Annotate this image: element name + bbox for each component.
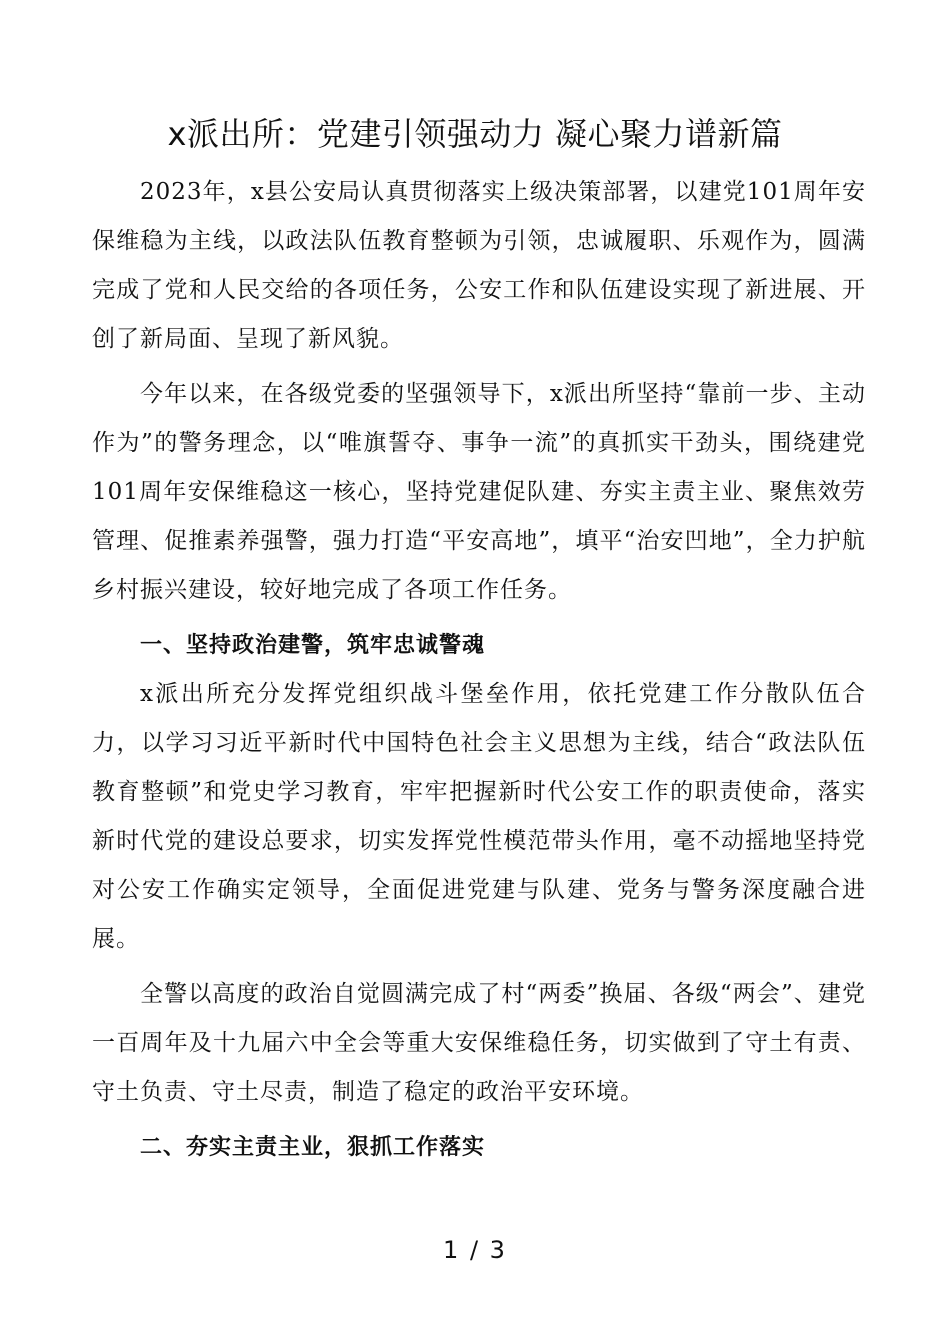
document-title: x派出所：党建引领强动力 凝心聚力谱新篇 bbox=[167, 115, 783, 153]
section-heading-1: 一、坚持政治建警，筑牢忠诚警魂 bbox=[140, 633, 486, 658]
section-heading-2: 二、夯实主责主业，狠抓工作落实 bbox=[140, 1135, 486, 1160]
paragraph-intro: 2023年，x县公安局认真贯彻落实上级决策部署，以建党101周年安保维稳为主线，以政法队伍教育整顿为引领，忠诚履职、乐观作为，圆满完成了党和人民交给的各项任务，公安工作和队伍建设实现了新进展、开创了新局面、呈现了新风貌。 bbox=[92, 179, 866, 352]
paragraph-overview: 今年以来，在各级党委的坚强领导下，x派出所坚持“靠前一步、主动作为”的警务理念，以“唯旗誓夺、事争一流”的真抓实干劲头，围绕建党101周年安保维稳这一核心，坚持党建促队建、夯实主责主业、聚焦效劳管理、促推素养强警，强力打造“平安高地”，填平“治安凹地”，全力护航乡村振兴建设，较好地完成了各项工作任务。 bbox=[92, 381, 866, 603]
paragraph-section1-b: 全警以高度的政治自觉圆满完成了村“两委”换届、各级“两会”、建党一百周年及十九届六中全会等重大安保维稳任务，切实做到了守土有责、守土负责、守土尽责，制造了稳定的政治平安环境。 bbox=[92, 981, 866, 1105]
document-body bbox=[92, 168, 866, 1172]
paragraph-section1-a: x派出所充分发挥党组织战斗堡垒作用，依托党建工作分散队伍合力，以学习习近平新时代中国特色社会主义思想为主线，结合“政法队伍教育整顿”和党史学习教育，牢牢把握新时代公安工作的职责使命，落实新时代党的建设总要求，切实发挥党性模范带头作用，毫不动摇地坚持党对公安工作确实定领导，全面促进党建与队建、党务与警务深度融合进展。 bbox=[92, 681, 866, 952]
page-number: 1 / 3 bbox=[443, 1236, 507, 1264]
